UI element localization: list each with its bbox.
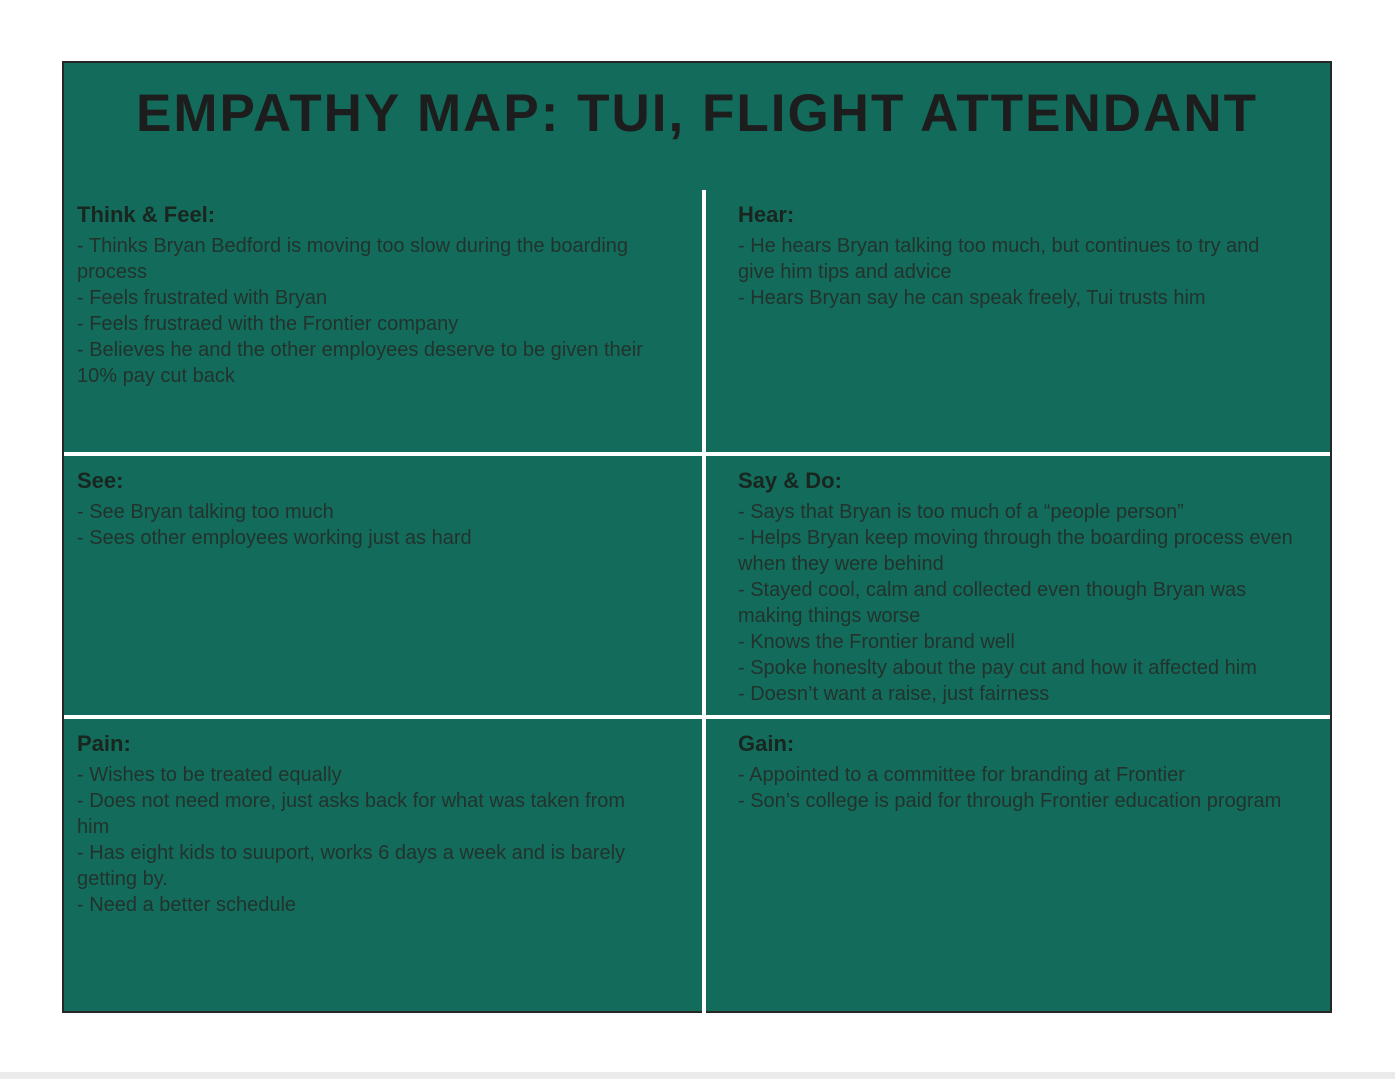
bullet-item: - Son’s college is paid for through Frontier education program (738, 790, 1282, 812)
section-think-feel (64, 190, 702, 452)
bullet-item: - Appointed to a committee for branding at Frontier (738, 764, 1185, 786)
bullet-item: - Feels frustrated with Bryan (77, 287, 328, 309)
bullet-item: - Spoke honeslty about the pay cut and how it affected him (738, 657, 1257, 679)
section-hear (706, 190, 1330, 452)
empathy-map-board (62, 61, 1332, 1013)
bullet-item: - Sees other employees working just as hard (77, 527, 472, 549)
bullet-item: - Believes he and the other employees deserve to be given their 10% pay cut back (77, 339, 643, 387)
bullet-item: - Helps Bryan keep moving through the boarding process even when they were behind (738, 527, 1293, 575)
section-say-do (706, 456, 1330, 715)
bullet-item: - Has eight kids to suuport, works 6 days a week and is barely getting by. (77, 842, 626, 890)
bullet-item: - See Bryan talking too much (77, 501, 334, 523)
section-heading-pain: Pain: (77, 731, 131, 756)
section-heading-say-do: Say & Do: (738, 468, 842, 493)
divider-border-cut (702, 1007, 706, 1013)
section-heading-gain: Gain: (738, 731, 795, 756)
bullet-item: - Need a better schedule (77, 894, 297, 916)
bullet-item: - Thinks Bryan Bedford is moving too slow during the boarding process (77, 235, 629, 283)
bullet-item: - Hears Bryan say he can speak freely, Tui trusts him (738, 287, 1206, 309)
footer-bar (0, 1072, 1395, 1079)
bullet-item: - Wishes to be treated equally (77, 764, 342, 786)
section-heading-think-feel: Think & Feel: (77, 202, 216, 227)
section-see (64, 456, 702, 715)
bullet-item: - He hears Bryan talking too much, but continues to try and give him tips and advice (738, 235, 1260, 283)
page-title: EMPATHY MAP: TUI, FLIGHT ATTENDANT (135, 84, 1259, 143)
bullet-item: - Knows the Frontier brand well (738, 631, 1015, 653)
empathy-map-grid (64, 190, 1330, 1011)
bullet-item: - Feels frustraed with the Frontier company (77, 313, 459, 335)
bullet-item: - Stayed cool, calm and collected even though Bryan was making things worse (738, 579, 1247, 627)
section-gain (706, 719, 1330, 1011)
bullet-item: - Doesn’t want a raise, just fairness (738, 683, 1050, 705)
section-heading-hear: Hear: (738, 202, 795, 227)
bullet-item: - Says that Bryan is too much of a “people person” (738, 501, 1184, 523)
section-pain (64, 719, 702, 1011)
bullet-item: - Does not need more, just asks back for what was taken from him (77, 790, 626, 838)
section-heading-see: See: (77, 468, 124, 493)
